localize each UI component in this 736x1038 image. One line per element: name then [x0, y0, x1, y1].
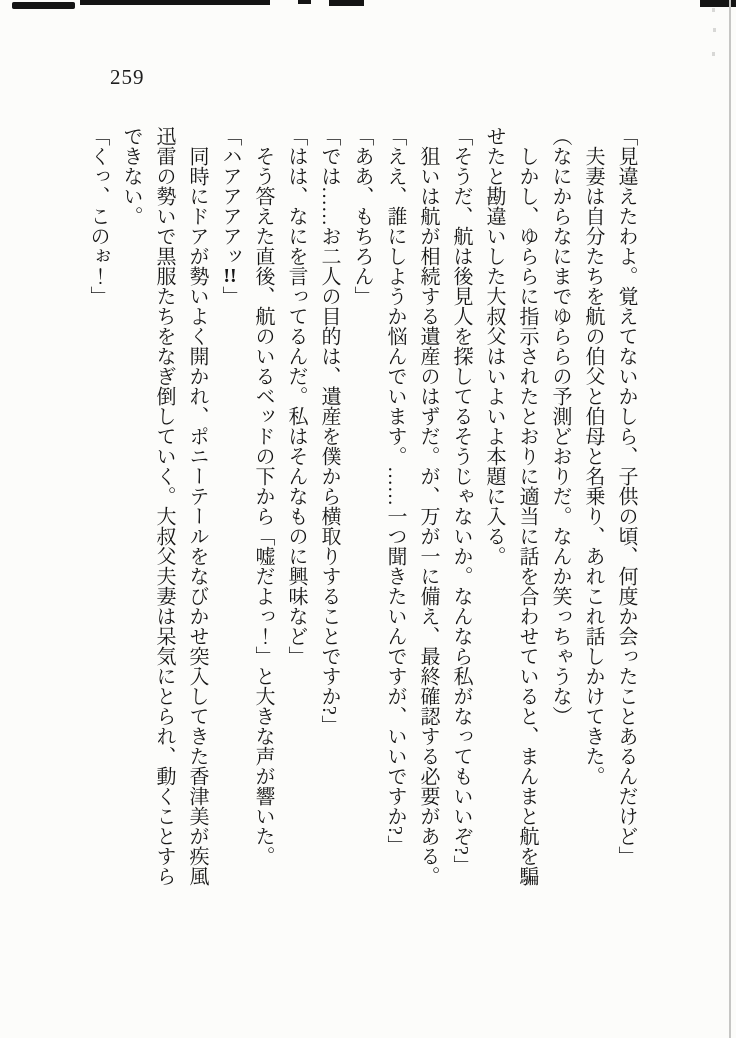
page-edge-line	[729, 0, 731, 1038]
scan-artifact	[329, 0, 364, 6]
paragraph-12: 「ハアアアアッ!!」	[219, 126, 241, 306]
paragraph-3: （なにからなにまでゆららの予測どおりだ。なんか笑っちゃうな）	[549, 126, 571, 726]
paragraph-5: 「そうだ、航は後見人を探してるそうじゃないか。なんなら私がなってもいいぞ?」	[450, 126, 472, 875]
novel-text-block	[80, 126, 642, 898]
paragraph-4: しかし、ゆららに指示されたとおりに適当に話を合わせていると、まんまと航を騙せたと勘違いした大叔父はいよいよ本題に入る。	[483, 126, 538, 886]
paragraph-1: 「見違えたわよ。覚えてないかしら、子供の頃、何度か会ったことあるんだけど」	[615, 126, 637, 866]
paragraph-6: 狙いは航が相続する遺産のはずだ。が、万が一に備え、最終確認する必要がある。	[417, 146, 439, 886]
paragraph-11: そう答えた直後、航のいるベッドの下から「嘘だよっ！」と大きな声が響いた。	[252, 146, 274, 866]
paragraph-10: 「はは、なにを言ってるんだ。私はそんなものに興味など」	[285, 126, 307, 666]
scan-speck	[713, 28, 716, 32]
scan-artifact	[80, 0, 270, 5]
paragraph-8: 「ああ、もちろん」	[351, 126, 373, 306]
paragraph-9: 「では……お二人の目的は、遺産を僕から横取りすることですか?」	[318, 126, 340, 735]
paragraph-14: 「くっ、このぉ！」	[87, 126, 109, 306]
paragraph-7: 「ええ、誰にしようか悩んでいます。……一つ聞きたいんですが、いいですか?」	[384, 126, 406, 855]
scan-artifact	[12, 2, 75, 9]
scan-artifact	[298, 0, 311, 4]
page-number: 259	[110, 65, 145, 89]
paragraph-2: 夫妻は自分たちを航の伯父と伯母と名乗り、あれこれ話しかけてきた。	[582, 146, 604, 786]
scan-speck	[712, 8, 715, 12]
paragraph-13: 同時にドアが勢いよく開かれ、ポニーテールをなびかせ突入してきた香津美が疾風迅雷の勢いで黒服たちをなぎ倒していく。大叔父夫妻は呆気にとられ、動くことすらできない。	[120, 126, 208, 886]
scan-speck	[712, 52, 715, 56]
double-exclamation: !!	[223, 266, 237, 286]
